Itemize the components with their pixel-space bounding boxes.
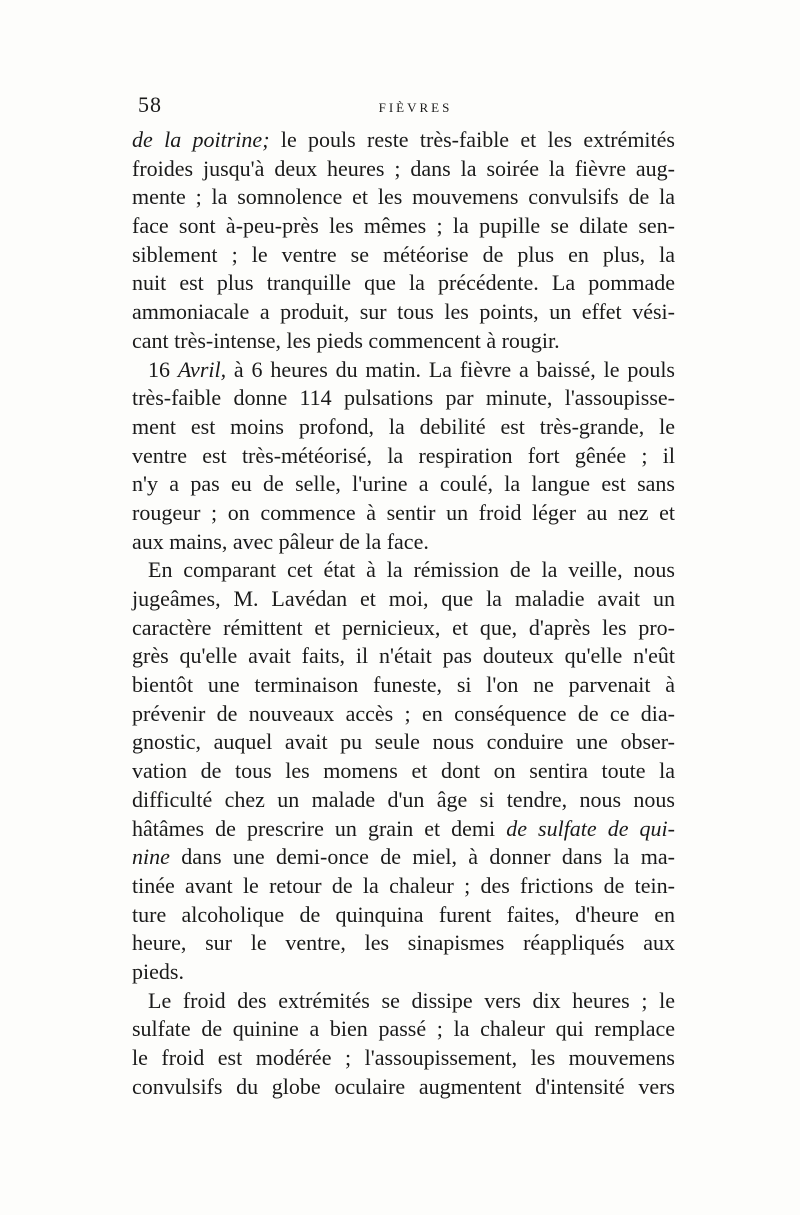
paragraph-start-line: Le froid des extrémités se dissipe vers dix heures ; le (148, 987, 675, 1013)
text-line: jugeâmes, M. Lavédan et moi, que la maladie avait un (132, 586, 675, 611)
text-line: face sont à-peu-près les mêmes ; la pupille se dilate sen- (132, 213, 675, 239)
text-line: caractère rémittent et pernicieux, et que, d'après les pro- (132, 614, 675, 640)
paragraph-end-line: cant très-intense, les pieds commencent à rougir. (132, 327, 560, 353)
text-line: hâtâmes de prescrire un grain et demi de sulfate de qui- (132, 815, 675, 841)
text-line: grès qu'elle avait faits, il n'était pas douteux qu'elle n'eût (132, 643, 675, 669)
text-line: rougeur ; on commence à sentir un froid léger au nez et (132, 499, 675, 525)
text-line: mente ; la somnolence et les mouvemens convulsifs de la (132, 184, 675, 210)
text-line: nine dans une demi-once de miel, à donner dans la ma- (132, 844, 675, 870)
text-line: n'y a pas eu de selle, l'urine a coulé, la langue est sans (132, 471, 675, 497)
text-line: difficulté chez un malade d'un âge si tendre, nous nous (132, 786, 675, 812)
body-text (132, 126, 675, 1101)
text-line: le froid est modérée ; l'assoupissement, les mouvemens (132, 1045, 675, 1070)
text-line: gnostic, auquel avait pu seule nous conduire une obser- (132, 729, 675, 755)
text-line: siblement ; le ventre se météorise de plus en plus, la (132, 241, 675, 267)
text-line: heure, sur le ventre, les sinapismes réappliqués aux (132, 930, 675, 956)
page-header (138, 92, 673, 126)
paragraph-end-line: aux mains, avec pâleur de la face. (132, 528, 429, 554)
text-line: très-faible donne 114 pulsations par minute, l'assoupisse- (132, 385, 675, 411)
paragraph-end-line: pieds. (132, 958, 184, 984)
text-line: ventre est très-météorisé, la respiration fort gênée ; il (132, 442, 675, 468)
text-line: sulfate de quinine a bien passé ; la chaleur qui remplace (132, 1016, 675, 1042)
text-line: ment est moins profond, la debilité est très-grande, le (132, 413, 675, 439)
running-title: FIÈVRES (378, 100, 453, 115)
text-line: ammoniacale a produit, sur tous les points, un effet vési- (132, 299, 675, 325)
paragraph-start-line: 16 Avril, à 6 heures du matin. La fièvre a baissé, le pouls (148, 356, 675, 382)
text-line: convulsifs du globe oculaire augmentent d'intensité vers (132, 1073, 675, 1099)
page-number: 58 (138, 92, 162, 117)
paragraph-start-line: En comparant cet état à la rémission de la veille, nous (148, 557, 675, 583)
text-line: tinée avant le retour de la chaleur ; des frictions de tein- (132, 872, 675, 898)
text-line: vation de tous les momens et dont on sentira toute la (132, 758, 675, 784)
text-line: de la poitrine; le pouls reste très-faible et les extrémités (132, 127, 675, 152)
text-line: bientôt une terminaison funeste, si l'on ne parvenait à (132, 672, 675, 698)
text-line: prévenir de nouveaux accès ; en conséquence de ce dia- (132, 700, 675, 726)
text-line: nuit est plus tranquille que la précédente. La pommade (132, 270, 675, 296)
text-line: ture alcoholique de quinquina furent faites, d'heure en (132, 901, 675, 927)
text-line: froides jusqu'à deux heures ; dans la soirée la fièvre aug- (132, 155, 675, 181)
